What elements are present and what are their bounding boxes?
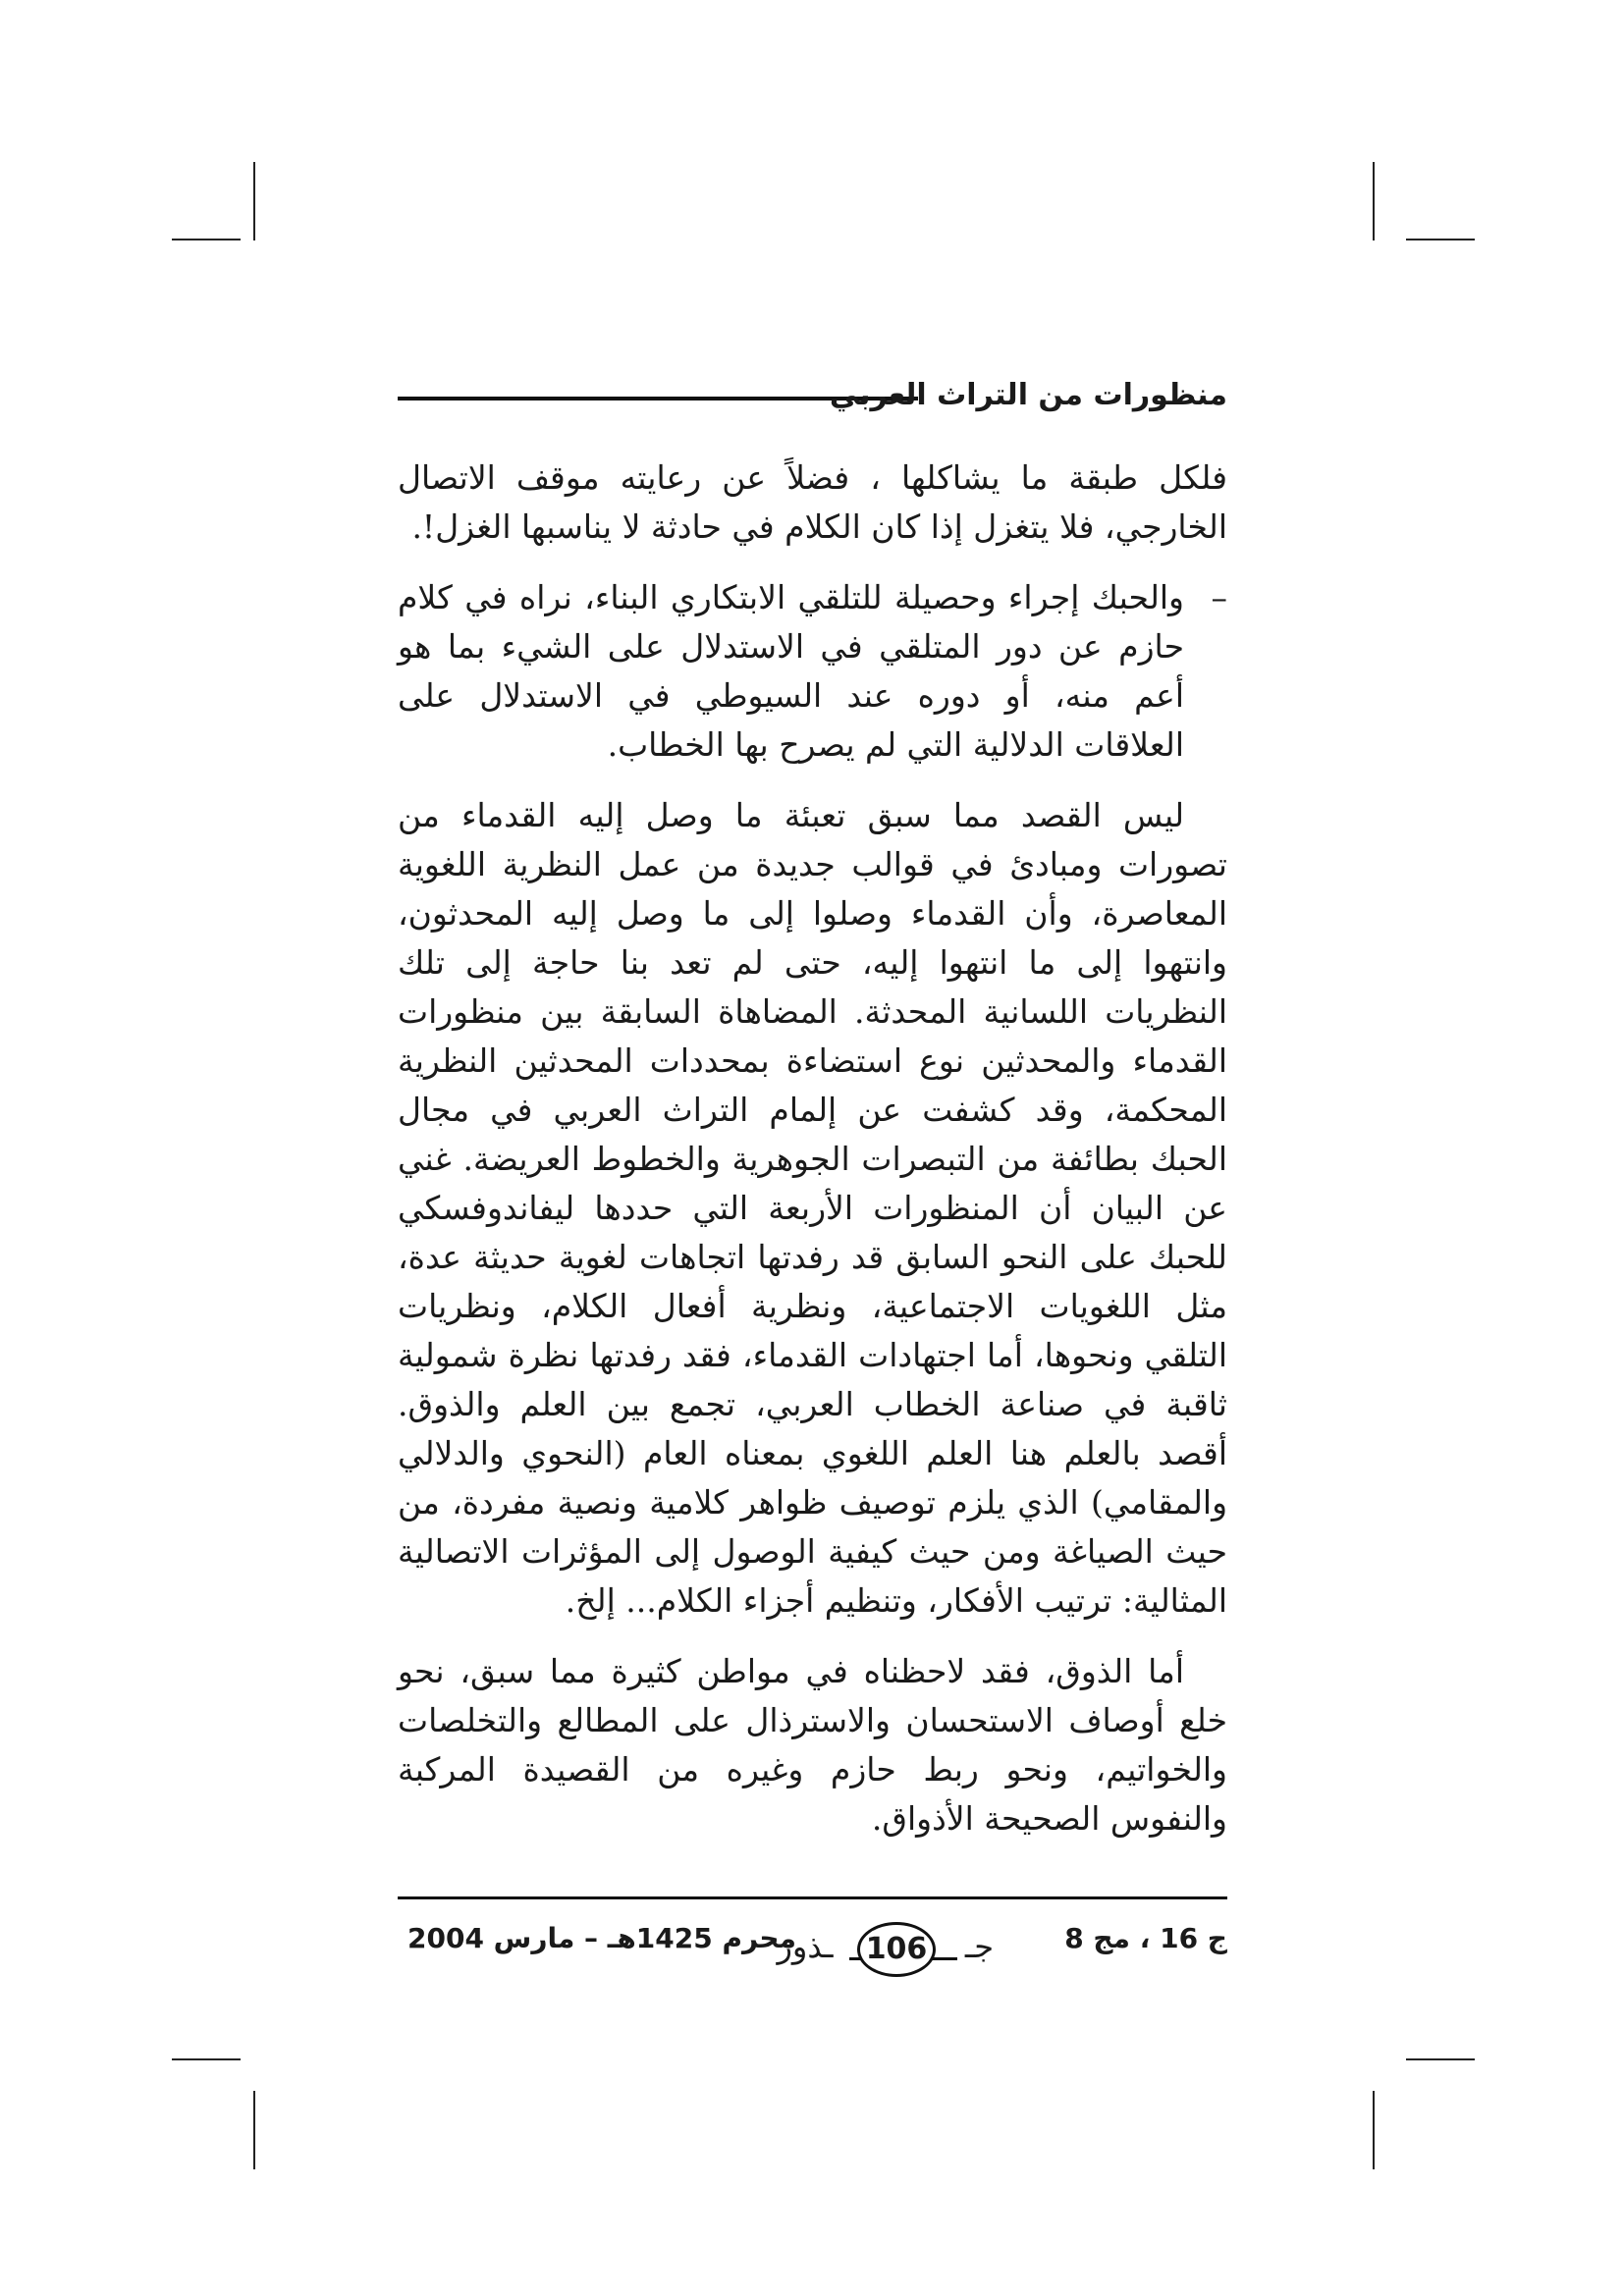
crop-mark (1373, 2091, 1375, 2169)
paragraph: أما الذوق، فقد لاحظناه في مواطن كثيرة مما سبق، نحو خلع أوصاف الاستحسان والاسترذال على المطالع والتخلصات والخواتيم، ونحو ربط حازم وغيره من القصيدة المركبة والنفوس الصحيحة الأذواق. (398, 1652, 1227, 1838)
article-body (398, 454, 1227, 1865)
crop-mark (1406, 2058, 1475, 2060)
paragraph: فلكل طبقة ما يشاكلها ، فضلاً عن رعايته موقف الاتصال الخارجي، فلا يتغزل إذا كان الكلام في حادثة لا يناسبها الغزل!. (398, 458, 1227, 546)
crop-mark (172, 239, 241, 240)
crop-mark (253, 2091, 255, 2169)
page-title: منظورات من التراث العربي (829, 378, 1227, 412)
paragraph: ليس القصد مما سبق تعبئة ما وصل إليه القدماء من تصورات ومبادئ في قوالب جديدة من عمل النظرية اللغوية المعاصرة، وأن القدماء وصلوا إلى ما وصل إليه المحدثون، وانتهوا إلى ما انتهوا إليه، حتى لم تعد بنا حاجة إلى تلك النظريات اللسانية المحدثة. المضاهاة السابقة بين منظورات القدماء والمحدثين نوع استضاءة بمحددات المحدثين النظرية المحكمة، وقد كشفت عن إلمام التراث العربي في مجال الحبك بطائفة من التبصرات الجوهرية والخطوط العريضة. غني عن البيان أن المنظورات الأربعة التي حددها ليفاندوفسكي للحبك على النحو السابق قد رفدتها اتجاهات لغوية حديثة عدة، مثل اللغويات الاجتماعية، ونظرية أفعال الكلام، ونظريات التلقي ونحوها، أما اجتهادات القدماء، فقد رفدتها نظرة شمولية ثاقبة في صناعة الخطاب العربي، تجمع بين العلم والذوق. أقصد بالعلم هنا العلم اللغوي بمعناه العام (النحوي والدلالي والمقامي) الذي يلزم توصيف ظواهر كلامية ونصية مفردة، من حيث الصياغة ومن حيث كيفية الوصول إلى المؤثرات الاتصالية المثالية: ترتيب الأفكار، وتنظيم أجزاء الكلام... إلخ. (398, 796, 1227, 1620)
journal-logo (761, 1914, 1006, 1983)
crop-mark (172, 2058, 241, 2060)
crop-mark (1373, 162, 1375, 240)
issue-volume: ج 16 ، مج 8 (1064, 1922, 1227, 1954)
journal-name-right: جـ (964, 1928, 995, 1965)
journal-name-left: ـذور (777, 1928, 834, 1965)
crop-mark (253, 162, 255, 240)
footer-rule (398, 1896, 1227, 1899)
page-footer (398, 1914, 1227, 1983)
list-item (398, 573, 1227, 770)
list-item-text: والحبك إجراء وحصيلة للتلقي الابتكاري البناء، نراه في كلام حازم عن دور المتلقي في الاستدلال على الشيء بما هو أعم منه، أو دوره عند السيوطي في الاستدلال على العلاقات الدلالية التي لم يصرح بها الخطاب. (398, 578, 1184, 764)
dash-bullet: – (1211, 578, 1227, 616)
publication-date: محرم 1425هـ – مارس 2004 (407, 1922, 796, 1954)
crop-mark (1406, 239, 1475, 240)
page-number: 106 (857, 1922, 936, 1977)
running-header (398, 375, 1227, 424)
